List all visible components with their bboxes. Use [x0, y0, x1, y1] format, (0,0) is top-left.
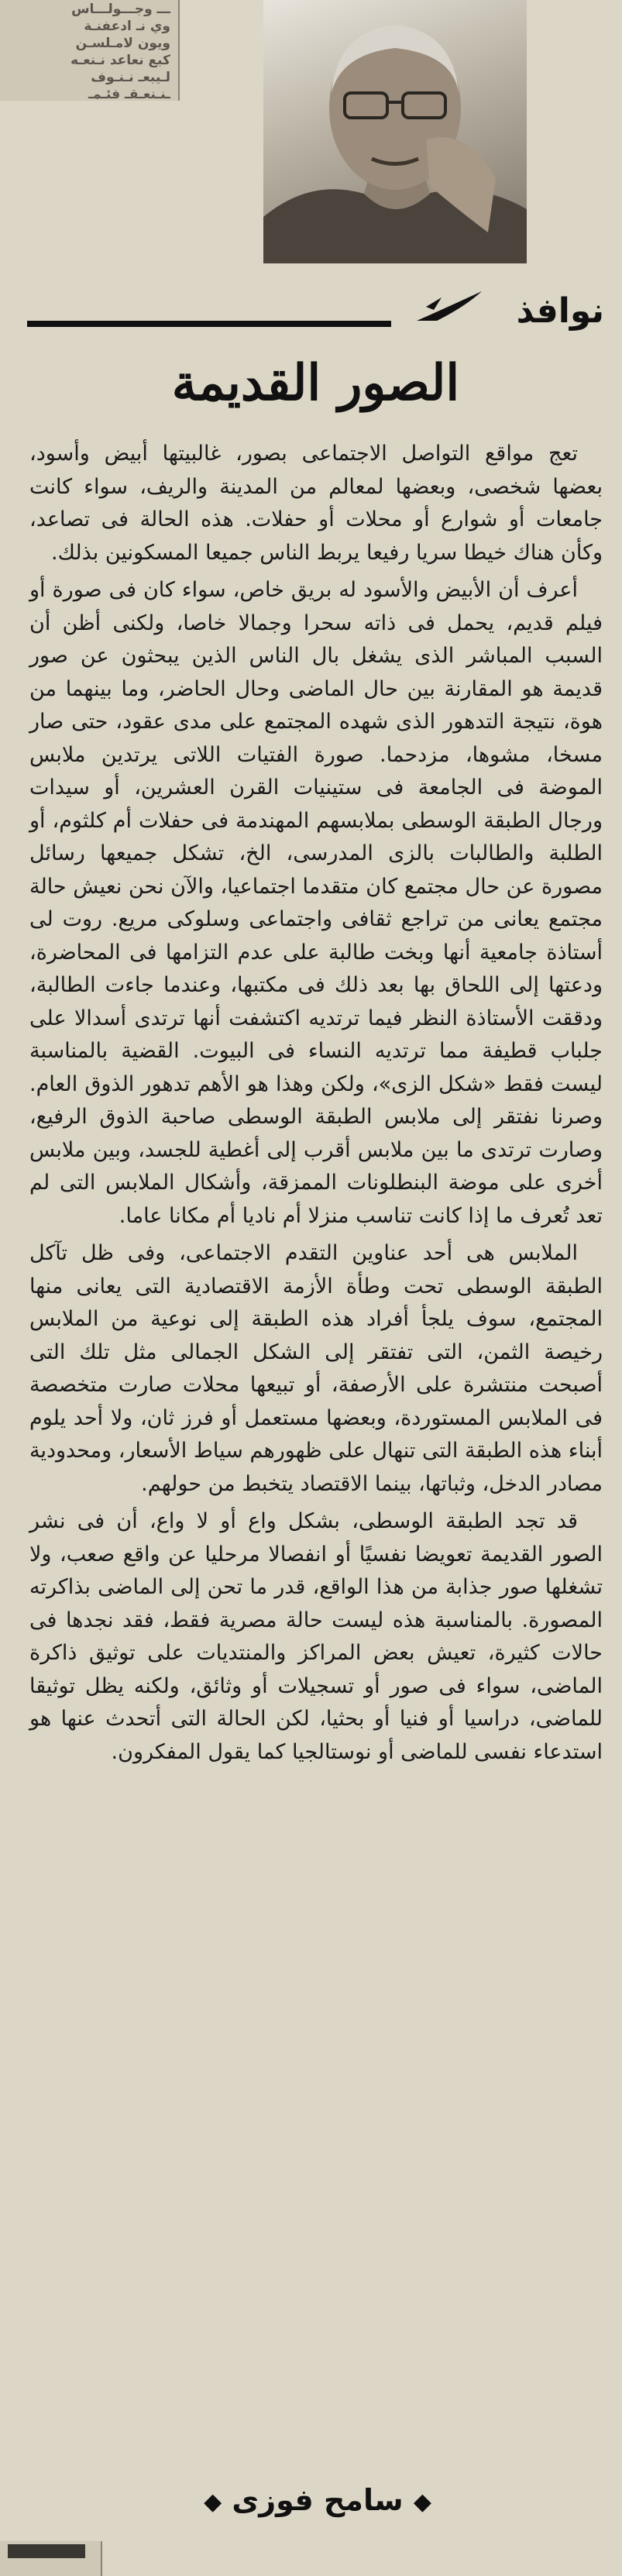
paragraph: أعرف أن الأبيض والأسود له بريق خاص، سواء كان فى صورة أو فيلم قديم، يحمل فى ذاته سحرا وجمالا خاصا، ولكنى أظن أن السبب المباشر الذى يشغل بال الناس الذين يبحثون عن صور قديمة هو المقارنة بين حال الماضى وحال الحاضر، وما بينهما من هوة، نتيجة التدهور الذى شهده المجتمع على مدى عقود، حتى صار مسخا، مشوها، مزدحما. صورة الفتيات اللاتى يرتدين ملابس الموضة فى الجامعة فى ستينيات القرن العشرين، أو سيدات ورجال الطبقة الوسطى بملابسهم المهندمة فى حفلات أم كلثوم، أو الطلبة والطالبات بالزى المدرسى، الخ، تشكل جميعها رسائل مصورة عن حال مجتمع كان متقدما اجتماعيا، والآن نحن نعيش حالة مجتمع يعانى من تراجع ثقافى واجتماعى وسلوكى مريع. روت لى أستاذة جامعية أنها وبخت طالبة على عدم التزامها فى المحاضرة، ودعتها إلى اللحاق بها بعد ذلك فى مكتبها، وعندما جاءت الطالبة، ودققت الأستاذة النظر فيما ترتديه اكتشفت أنها ترتدى أسدالا على جلباب قطيفة مما ترتديه النساء فى البيوت. القضية بالمناسبة ليست فقط «شكل الزى»، ولكن وهذا هو الأهم تدهور الذوق العام. وصرنا نفتقر إلى ملابس الطبقة الوسطى صاحبة الذوق الرفيع، وصارت ترتدى ما بين ملابس أقرب إلى أغطية للجسد، وبين ملابس أخرى على موضة البنطلونات الممزقة، وأشكال الملابس التى لم تعد تُعرف ما إذا كانت تناسب منزلا أم ناديا أم مكانا عاما.: [29, 578, 603, 1228]
neighbor-column-bottom: [0, 2541, 102, 2576]
paragraph: الملابس هى أحد عناوين التقدم الاجتماعى، وفى ظل تآكل الطبقة الوسطى تحت وطأة الأزمة الاقتصادية التى يعانى منها المجتمع، سوف يلجأ أفراد هذه الطبقة إلى نوعية من الملابس رخيصة الثمن، التى تفتقر إلى الشكل الجمالى مثل تلك التى أصبحت منتشرة على الأرصفة، أو تبيعها محلات صارت متخصصة فى الملابس المستوردة، وبعضها مستعمل أو فرز ثان، ولا أحد يلوم أبناء هذه الطبقة التى تنهال على ظهورهم سياط الأسعار، ومحدودية مصادر الدخل، وثباتها، بينما الاقتصاد يتخبط من حولهم.: [29, 1241, 603, 1496]
diamond-icon: ◆: [413, 2488, 431, 2516]
diamond-icon: ◆: [204, 2488, 222, 2516]
paragraph: قد تجد الطبقة الوسطى، بشكل واع أو لا واع، أن فى نشر الصور القديمة تعويضا نفسيًا أو انفصالا مرحليا عن واقع صعب، ولا تشغلها صور جذابة من هذا الواقع، قدر ما تحن إلى الماضى بذاكرته المصورة. بالمناسبة هذه ليست حالة مصرية فقط، فقد نجدها فى حالات كثيرة، تعيش بعض المراكز والمنتديات على توثيق ذاكرة الماضى، سواء فى صور أو تسجيلات أو وثائق، ولكنه يظل توثيقا للماضى، دراسيا أو فنيا أو بحثيا، لكن الحالة التى أتحدث عنها هو استدعاء نفسى للماضى أو نوستالجيا كما يقول المفكرون.: [29, 1509, 603, 1764]
paragraph: تعج مواقع التواصل الاجتماعى بصور، غالبيتها أبيض وأسود، بعضها شخصى، وبعضها لمعالم من المدينة والريف، سواء كانت جامعات أو شوارع أو محلات أو حفلات. هذه الحالة فى تصاعد، وكأن هناك خيطا سريا رفيعا يربط الناس جميعا المسكونين بذلك.: [29, 442, 603, 565]
article-body: [29, 438, 603, 1773]
kicker-rule: [27, 321, 391, 327]
neighbor-bar: [8, 2544, 85, 2558]
column-label: نوافذ: [516, 291, 604, 331]
neighbor-line: ويون لامـلسـن: [75, 36, 170, 51]
neighbor-line: ـنـنعـقـ فئـمـ: [88, 87, 170, 101]
neighbor-line: كبع نعاعد نـنعـه: [70, 53, 170, 68]
author-photo: [263, 0, 527, 263]
author-signature: [46, 2483, 589, 2530]
author-name: سامح فوزى: [232, 2483, 404, 2517]
neighbor-line: وي نـ ادعفنـة: [84, 19, 170, 34]
column-kicker: [27, 287, 604, 333]
article-headline: الصور القديمة: [171, 354, 460, 412]
neighbor-line: لـيبعـ نـنـوف: [91, 70, 170, 85]
neighbor-line: ـــ وجـــولـــاس: [71, 2, 170, 17]
neighbor-column: [0, 0, 180, 101]
swoosh-logo-icon: [411, 287, 496, 327]
